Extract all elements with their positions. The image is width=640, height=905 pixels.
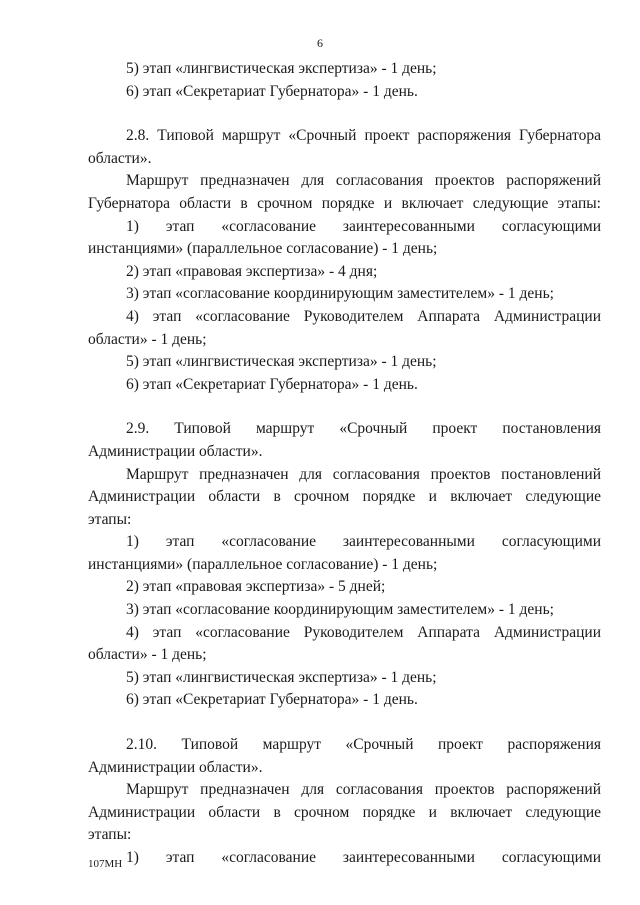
list-item: 1) этап «согласование заинтересованными согласующими	[126, 533, 601, 551]
section-heading: 2.10. Типовой маршрут «Срочный проект распоряжения	[126, 736, 601, 754]
list-item: 1) этап «согласование заинтересованными согласующими	[126, 217, 601, 235]
document-code: 107МН	[88, 858, 123, 870]
line: этапы:	[88, 826, 132, 844]
list-item: 3) этап «согласование координирующим заместителем» - 1 день;	[126, 601, 554, 619]
section-heading: 2.9. Типовой маршрут «Срочный проект постановления	[126, 420, 601, 438]
line: Губернатора области в срочном порядке и включает следующие этапы:	[88, 194, 601, 212]
list-item: 4) этап «согласование Руководителем Аппарата Администрации	[126, 623, 601, 641]
page-number: 6	[317, 36, 323, 50]
list-item: 2) этап «правовая экспертиза» - 4 дня;	[126, 262, 378, 280]
list-item: 6) этап «Секретариат Губернатора» - 1 день.	[126, 691, 418, 709]
list-item: 2) этап «правовая экспертиза» - 5 дней;	[126, 578, 386, 596]
line: инстанциями» (параллельное согласование) - 1 день;	[88, 555, 438, 573]
list-item: 5) этап «лингвистическая экспертиза» - 1 день;	[126, 668, 437, 686]
line: Маршрут предназначен для согласования проектов постановлений	[126, 465, 601, 483]
list-item: 4) этап «согласование Руководителем Аппарата Администрации	[126, 307, 601, 325]
section-heading: 2.8. Типовой маршрут «Срочный проект распоряжения Губернатора	[126, 127, 601, 145]
line: Администрации области в срочном порядке и включает следующие	[88, 488, 601, 506]
line: Администрации области».	[88, 758, 263, 776]
list-item: 5) этап «лингвистическая экспертиза» - 1 день;	[126, 353, 437, 371]
line: 6) этап «Секретариат Губернатора» - 1 день.	[126, 82, 418, 100]
line: этапы:	[88, 510, 132, 528]
line: Администрации области в срочном порядке и включает следующие	[88, 803, 601, 821]
line: области» - 1 день;	[88, 646, 207, 664]
line: Маршрут предназначен для согласования проектов распоряжений	[126, 781, 601, 799]
list-item: 3) этап «согласование координирующим заместителем» - 1 день;	[126, 285, 554, 303]
line: 5) этап «лингвистическая экспертиза» - 1 день;	[126, 60, 437, 77]
document-body	[88, 58, 601, 870]
line: Маршрут предназначен для согласования проектов распоряжений	[126, 172, 601, 190]
line: области».	[88, 149, 152, 167]
line: инстанциями» (параллельное согласование) - 1 день;	[88, 240, 438, 258]
list-item: 1) этап «согласование заинтересованными согласующими	[126, 849, 601, 866]
line: области» - 1 день;	[88, 330, 207, 348]
line: Администрации области».	[88, 442, 263, 460]
list-item: 6) этап «Секретариат Губернатора» - 1 день.	[126, 375, 418, 393]
